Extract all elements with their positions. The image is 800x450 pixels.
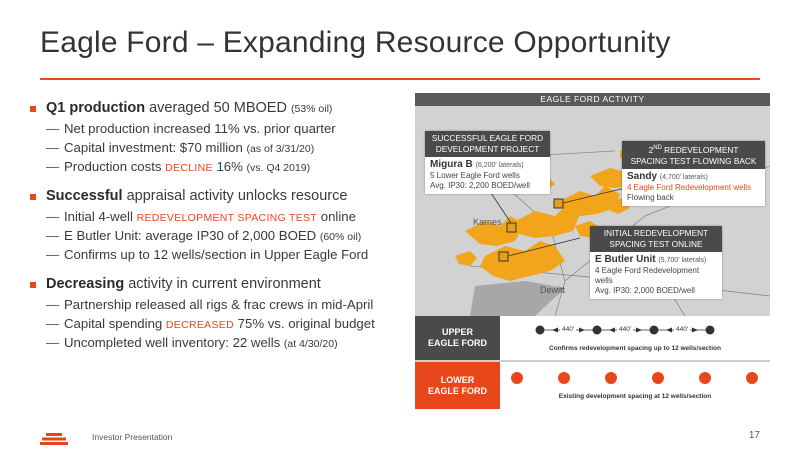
callout-header: 2ND REDEVELOPMENT SPACING TEST FLOWING BACK: [622, 141, 765, 169]
bullet-group-q1: [30, 100, 410, 174]
lower-eagle-ford-band: [415, 362, 770, 409]
bullet-group-appraisal: [30, 188, 410, 262]
sub-bullet: — Initial 4-well REDEVELOPMENT SPACING TEST online: [30, 209, 410, 224]
bullet-activity: Decreasing activity in current environment: [30, 276, 410, 292]
eagle-ford-activity-panel: [415, 93, 770, 409]
lower-spacing-diagram: [500, 366, 770, 396]
sub-bullet: — Partnership released all rigs & frac crews in mid-April: [30, 297, 410, 312]
lower-eagle-ford-label: LOWER EAGLE FORD: [415, 362, 500, 409]
sub-bullet: — Capital investment: $70 million (as of 3/31/20): [30, 140, 410, 155]
spacing-label: 440': [676, 326, 689, 333]
title-rule: [40, 78, 760, 80]
callout-sandy: 2ND REDEVELOPMENT SPACING TEST FLOWING BACK Sandy (4,700' laterals) 4 Eagle Ford Redevelopment wells Flowing back: [622, 141, 765, 206]
upper-eagle-ford-label: UPPER EAGLE FORD: [415, 316, 500, 360]
callout-e-butler: INITIAL REDEVELOPMENT SPACING TEST ONLINE E Butler Unit (5,700' laterals) 4 Eagle Ford Redevelopment wells Avg. IP30: 2,000 BOED/well: [590, 226, 722, 299]
sub-bullet: — Capital spending DECREASED 75% vs. original budget: [30, 316, 410, 331]
bullet-q1-production: Q1 production averaged 50 MBOED (53% oil): [30, 100, 410, 116]
page-title: Eagle Ford – Expanding Resource Opportunity: [40, 26, 671, 59]
page-number: 17: [748, 430, 760, 441]
map-label-karnes: Karnes: [473, 217, 502, 227]
bullet-group-activity: [30, 276, 410, 350]
sub-bullet: — Confirms up to 12 wells/section in Upper Eagle Ford: [30, 247, 410, 262]
map-label-dewitt: Dewitt: [540, 285, 566, 295]
sub-bullet: — Net production increased 11% vs. prior quarter: [30, 121, 410, 136]
bullet-list: [30, 100, 410, 364]
callout-migura: SUCCESSFUL EAGLE FORD DEVELOPMENT PROJECT Migura B (6,200' laterals) 5 Lower Eagle Ford wells Avg. IP30: 2,200 BOED/well: [425, 131, 550, 194]
bullet-appraisal: Successful appraisal activity unlocks resource: [30, 188, 410, 204]
callout-header: SUCCESSFUL EAGLE FORD DEVELOPMENT PROJECT: [425, 131, 550, 157]
spacing-label: 440': [619, 326, 632, 333]
company-logo-icon: [40, 432, 80, 446]
upper-spacing-diagram: [500, 318, 770, 348]
panel-title: EAGLE FORD ACTIVITY: [415, 93, 770, 106]
sub-bullet: — Uncompleted well inventory: 22 wells (at 4/30/20): [30, 335, 410, 350]
upper-caption: Confirms redevelopment spacing up to 12 wells/section: [549, 345, 721, 352]
lower-caption: Existing development spacing at 12 wells/section: [558, 393, 712, 400]
sub-bullet: — E Butler Unit: average IP30 of 2,000 BOED (60% oil): [30, 228, 410, 243]
spacing-label: 440': [562, 326, 575, 333]
sub-bullet: — Production costs DECLINE 16% (vs. Q4 2019): [30, 159, 410, 174]
callout-header: INITIAL REDEVELOPMENT SPACING TEST ONLINE: [590, 226, 722, 252]
footer-text: Investor Presentation: [92, 432, 173, 442]
upper-eagle-ford-band: [415, 316, 770, 360]
